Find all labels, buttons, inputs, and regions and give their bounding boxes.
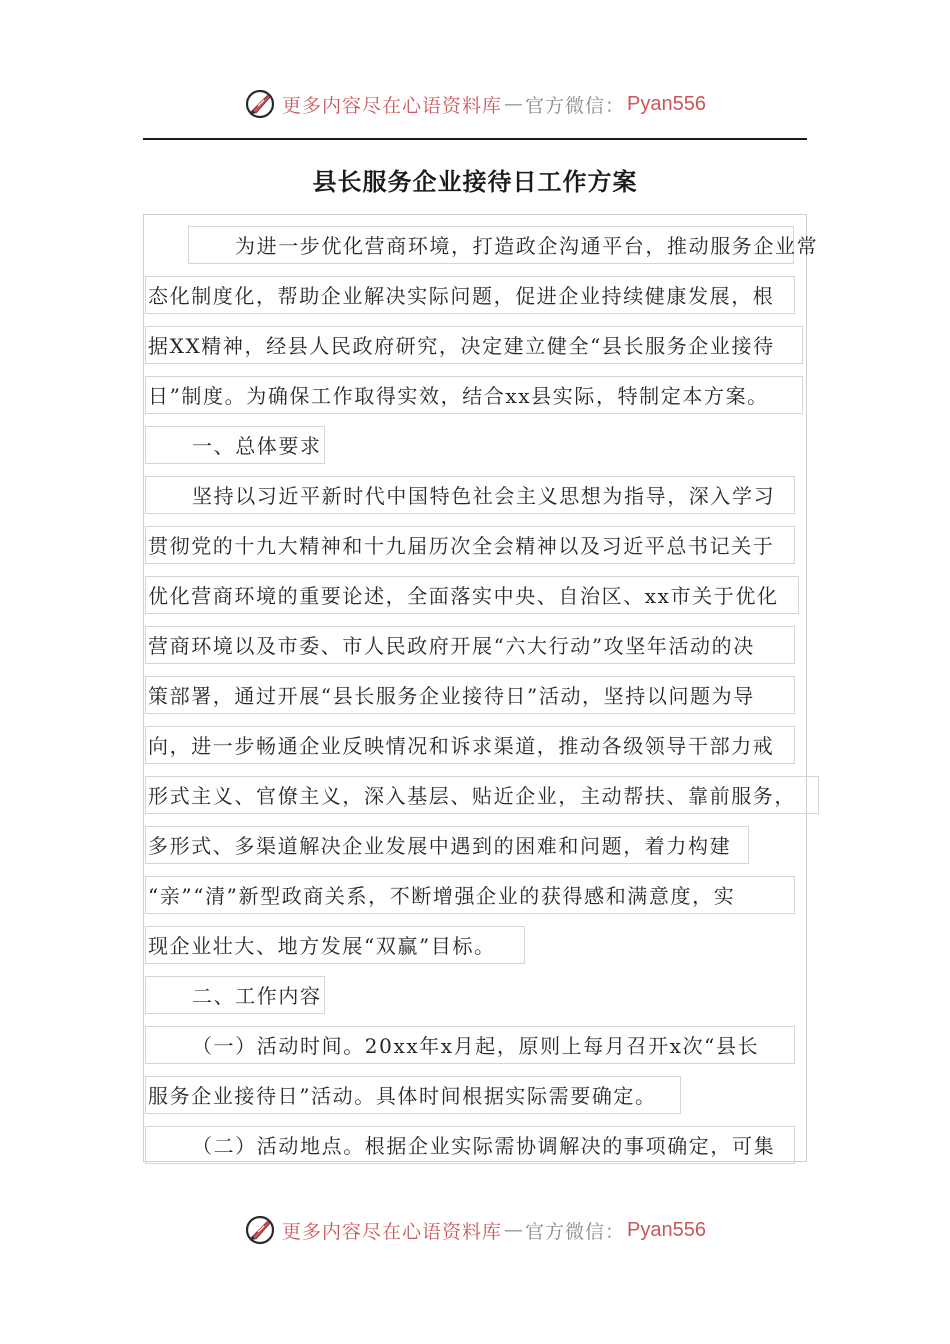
paragraph-line: 态化制度化，帮助企业解决实际问题，促进企业持续健康发展，根 (145, 276, 795, 314)
paragraph-line: 现企业壮大、地方发展“双赢”目标。 (145, 926, 525, 964)
document-title: 县长服务企业接待日工作方案 (312, 168, 638, 196)
paragraph-line: 策部署，通过开展“县长服务企业接待日”活动，坚持以问题为导 (145, 676, 795, 714)
banner-wechat-id: Pyan556 (627, 1218, 706, 1241)
footer-banner (0, 1210, 950, 1250)
paragraph-line: 向，进一步畅通企业反映情况和诉求渠道，推动各级领导干部力戒 (145, 726, 795, 764)
paragraph-line: （二）活动地点。根据企业实际需协调解决的事项确定，可集 (145, 1126, 795, 1164)
banner-slogan: 更多内容尽在心语资料库 (282, 1220, 503, 1243)
quill-logo-icon (244, 88, 276, 120)
banner-wechat-label: 官方微信： (525, 94, 626, 117)
header-divider (143, 138, 807, 140)
quill-logo-icon (244, 1214, 276, 1246)
paragraph-line: （一）活动时间。20xx年x月起，原则上每月召开x次“县长 (145, 1026, 795, 1064)
paragraph-line: 营商环境以及市委、市人民政府开展“六大行动”攻坚年活动的决 (145, 626, 795, 664)
banner-wechat-id: Pyan556 (627, 92, 706, 115)
paragraph-line: 服务企业接待日”活动。具体时间根据实际需要确定。 (145, 1076, 681, 1114)
paragraph-line: 多形式、多渠道解决企业发展中遇到的困难和问题，着力构建 (145, 826, 749, 864)
paragraph-line: 据XX精神，经县人民政府研究，决定建立健全“县长服务企业接待 (145, 326, 803, 364)
paragraph-line: 贯彻党的十九大精神和十九届历次全会精神以及习近平总书记关于 (145, 526, 795, 564)
paragraph-line: 为进一步优化营商环境，打造政企沟通平台，推动服务企业常 (188, 226, 794, 264)
header-banner (0, 84, 950, 124)
banner-dash: — (504, 93, 524, 115)
section-heading: 二、工作内容 (145, 976, 325, 1014)
paragraph-line: 形式主义、官僚主义，深入基层、贴近企业，主动帮扶、靠前服务， (145, 776, 819, 814)
paragraph-line: 优化营商环境的重要论述，全面落实中央、自治区、xx市关于优化 (145, 576, 799, 614)
paragraph-line: 坚持以习近平新时代中国特色社会主义思想为指导，深入学习 (145, 476, 795, 514)
banner-dash: — (504, 1219, 524, 1241)
paragraph-line: “亲”“清”新型政商关系，不断增强企业的获得感和满意度，实 (145, 876, 795, 914)
paragraph-line: 日”制度。为确保工作取得实效，结合xx县实际，特制定本方案。 (145, 376, 803, 414)
banner-wechat-label: 官方微信： (525, 1220, 626, 1243)
section-heading: 一、总体要求 (145, 426, 325, 464)
banner-slogan: 更多内容尽在心语资料库 (282, 94, 503, 117)
